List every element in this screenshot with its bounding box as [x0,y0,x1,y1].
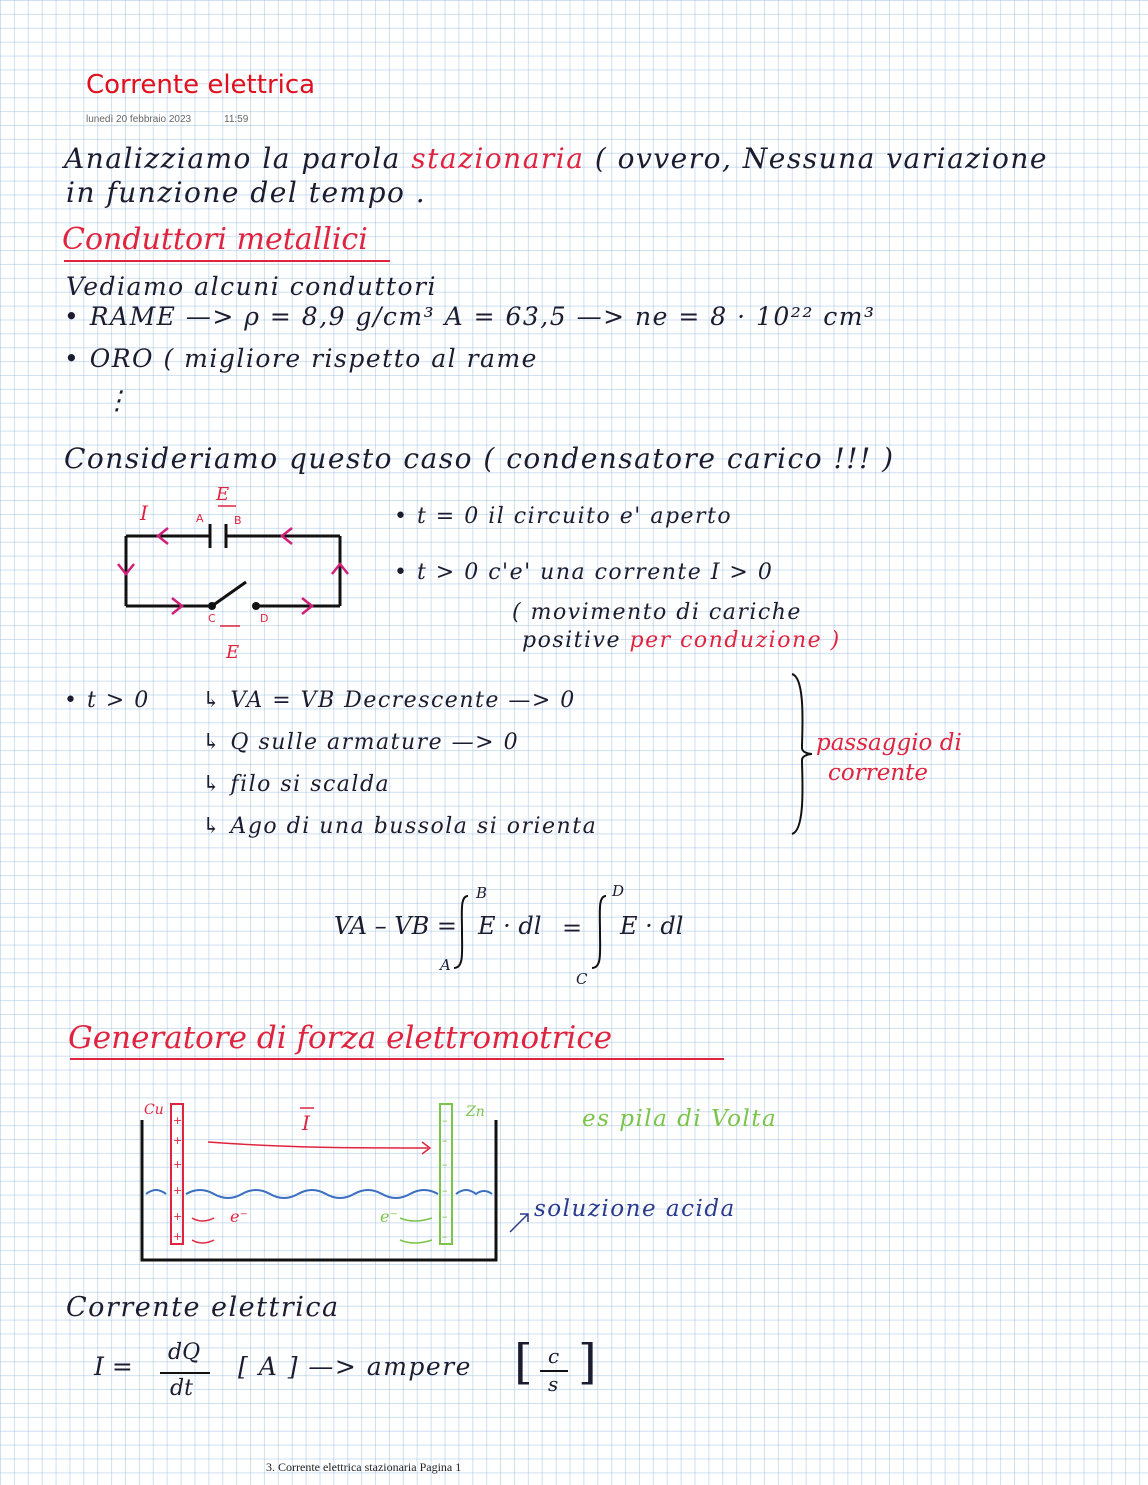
circuit-label-i: I [140,501,148,525]
solution-pointer-arrow [508,1210,534,1234]
section-heading-generatore: Generatore di forza elettromotrice [68,1020,613,1056]
intro-text-c: ( ovvero, Nessuna variazione [594,142,1048,175]
effects-bullet: • t > 0 [64,688,150,713]
svg-text:–: – [442,1134,448,1147]
effects-note-1: passaggio di [816,730,962,756]
current-label: I [302,1111,310,1135]
fraction-bar [160,1372,210,1374]
svg-text:–: – [442,1158,448,1171]
intro-line-2: in funzione del tempo . [66,176,427,209]
svg-text:–: – [442,1210,448,1223]
case-paren-line-1: ( movimento di cariche [512,600,802,625]
formula-int1-upper: B [476,884,488,902]
formula-int1-lower: A [440,956,451,974]
unit-denominator: s [548,1372,559,1396]
effect-item-1: ↳ VA = VB Decrescente —> 0 [202,688,576,713]
circuit-label-b: B [234,514,242,527]
conduttori-line-2: • RAME —> ρ = 8,9 g/cm³ A = 63,5 —> ne = 8 · 10²² cm³ [64,302,876,331]
svg-text:+: + [173,1114,183,1127]
ellipsis-vertical: ⋮ [104,386,132,416]
current-formula-numerator: dQ [168,1340,201,1365]
intro-keyword: stazionaria [411,142,585,175]
formula-int2-body: E · dl [620,912,684,940]
circuit-label-a: A [196,512,204,525]
formula-lhs: VA – VB = [334,912,457,940]
svg-text:–: – [442,1230,448,1243]
section-heading-conduttori: Conduttori metallici [62,222,368,257]
zinc-minus-signs [442,1114,448,1243]
curly-brace [786,672,816,836]
electron-label-left: e⁻ [230,1207,248,1226]
formula-int2-lower: C [576,970,588,988]
switch-node-d [252,602,260,610]
svg-text:+: + [173,1158,183,1171]
copper-plus-signs [173,1114,182,1243]
circuit-label-e-bottom: E [226,642,240,663]
conduttori-line-5: Consideriamo questo caso ( condensatore carico !!! ) [64,442,895,475]
page-title: Corrente elettrica [86,70,316,100]
intro-line-1 [64,142,1048,175]
electron-arrow-left [192,1218,214,1221]
formula-equals: = [562,914,583,942]
section-heading-corrente: Corrente elettrica [66,1292,340,1323]
case-paren-line-2 [522,628,841,653]
switch-node-c [208,602,216,610]
svg-text:–: – [442,1114,448,1127]
page-date: lunedì 20 febbraio 2023 [86,114,192,125]
svg-text:+: + [173,1230,183,1243]
case-paren-conduzione: per conduzione ) [629,628,841,653]
solution-label: soluzione acida [534,1196,736,1222]
heading-underline-generatore [70,1058,724,1060]
svg-text:+: + [173,1184,183,1197]
effect-item-4: ↳ Ago di una bussola si orienta [202,814,598,839]
circuit-diagram [110,476,360,666]
conduttori-line-3: • ORO ( migliore rispetto al rame [64,344,538,373]
page-footer: 3. Corrente elettrica stazionaria Pagina 1 [266,1460,462,1474]
case-paren-positive: positive [522,628,621,653]
circuit-label-c: C [208,612,216,625]
svg-text:–: – [442,1184,448,1197]
pile-example-note: es pila di Volta [582,1106,778,1132]
volta-pile-diagram [138,1096,508,1266]
zinc-label: Zn [466,1104,485,1120]
case-t-positive: • t > 0 c'e' una corrente I > 0 [394,560,774,585]
current-arrows [118,528,348,614]
svg-text:+: + [173,1210,183,1223]
current-arrow [208,1142,428,1148]
formula-int1-body: E · dl [478,912,542,940]
unit-bracket-open: [ [514,1334,533,1390]
intro-text-a: Analizziamo la parola [64,142,401,175]
effects-note-2: corrente [828,760,928,786]
conduttori-line-1: Vediamo alcuni conduttori [66,272,438,301]
case-t0: • t = 0 il circuito e' aperto [394,504,733,529]
integral-sign-2 [584,892,614,972]
effect-item-3: ↳ filo si scalda [202,772,391,797]
effect-item-2: ↳ Q sulle armature —> 0 [202,730,520,755]
formula-int2-upper: D [612,882,625,900]
page-time: 11:59 [224,114,249,125]
svg-text:+: + [173,1134,183,1147]
current-unit: [ A ] —> ampere [238,1352,472,1381]
circuit-label-e-top: E [216,484,230,505]
electron-label-right: e⁻ [380,1207,398,1226]
heading-underline [64,260,390,262]
circuit-label-d: D [260,612,269,625]
current-formula-denominator: dt [170,1376,193,1401]
current-formula-lhs: I = [94,1352,133,1381]
unit-numerator: c [548,1344,560,1368]
electron-arrow-right [400,1218,432,1221]
unit-bracket-close: ] [578,1334,597,1390]
copper-label: Cu [144,1102,164,1118]
